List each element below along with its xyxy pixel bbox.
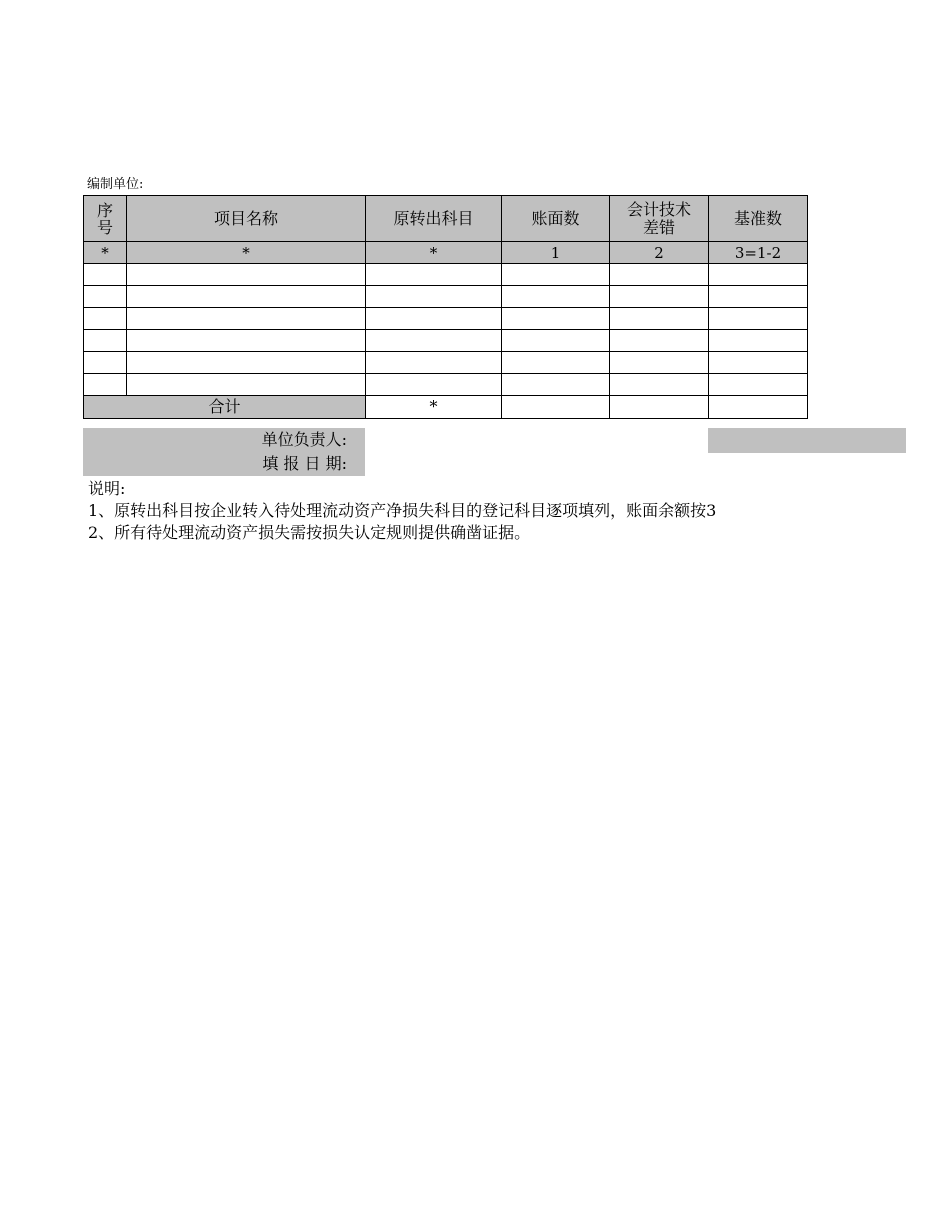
code-cell: *	[84, 242, 127, 264]
cell[interactable]	[84, 264, 127, 286]
header-original-account: 原转出科目	[366, 196, 502, 242]
cell[interactable]	[127, 286, 366, 308]
cell[interactable]	[366, 352, 502, 374]
cell[interactable]	[366, 308, 502, 330]
cell[interactable]	[502, 264, 610, 286]
table-row	[84, 286, 808, 308]
code-cell: 3=1-2	[709, 242, 808, 264]
code-cell: *	[366, 242, 502, 264]
table-row	[84, 330, 808, 352]
cell[interactable]	[709, 374, 808, 396]
cell[interactable]	[610, 352, 709, 374]
leader-label: 单位负责人:	[261, 430, 347, 449]
note-item: 1、原转出科目按企业转入待处理流动资产净损失科目的登记科目逐项填列，账面余额按3	[88, 501, 717, 520]
code-row	[84, 242, 808, 264]
cell[interactable]	[127, 308, 366, 330]
cell[interactable]	[127, 264, 366, 286]
cell[interactable]	[366, 264, 502, 286]
cell[interactable]	[502, 308, 610, 330]
unit-label: 编制单位:	[87, 177, 144, 192]
table-row	[84, 374, 808, 396]
cell[interactable]	[709, 308, 808, 330]
shaded-cell-bar	[708, 428, 906, 453]
cell[interactable]	[84, 286, 127, 308]
header-item-name: 项目名称	[127, 196, 366, 242]
table-row	[84, 352, 808, 374]
header-row	[84, 196, 808, 242]
total-accounting-error[interactable]	[610, 396, 709, 419]
cell[interactable]	[84, 308, 127, 330]
total-base-value[interactable]	[709, 396, 808, 419]
cell[interactable]	[502, 286, 610, 308]
total-row	[84, 396, 808, 419]
total-label: 合计	[84, 396, 366, 419]
cell[interactable]	[502, 330, 610, 352]
cell[interactable]	[709, 286, 808, 308]
notes-title: 说明:	[88, 479, 126, 498]
table-row	[84, 308, 808, 330]
header-base-value: 基准数	[709, 196, 808, 242]
code-cell: *	[127, 242, 366, 264]
cell[interactable]	[84, 330, 127, 352]
cell[interactable]	[127, 374, 366, 396]
cell[interactable]	[366, 286, 502, 308]
code-cell: 2	[610, 242, 709, 264]
cell[interactable]	[709, 264, 808, 286]
cell[interactable]	[127, 330, 366, 352]
cell[interactable]	[366, 330, 502, 352]
cell[interactable]	[84, 352, 127, 374]
cell[interactable]	[610, 264, 709, 286]
cell[interactable]	[502, 352, 610, 374]
header-accounting-error: 会计技术差错	[610, 196, 709, 242]
cell[interactable]	[610, 374, 709, 396]
note-item: 2、所有待处理流动资产损失需按损失认定规则提供确凿证据。	[88, 523, 531, 542]
notes-section	[88, 478, 810, 544]
total-original-account: *	[366, 396, 502, 419]
total-book-value[interactable]	[502, 396, 610, 419]
date-label: 填 报 日 期:	[262, 454, 347, 473]
cell[interactable]	[709, 330, 808, 352]
table-row	[84, 264, 808, 286]
header-seq: 序号	[84, 196, 127, 242]
signature-block	[83, 428, 365, 476]
cell[interactable]	[84, 374, 127, 396]
cell[interactable]	[127, 352, 366, 374]
cell[interactable]	[610, 286, 709, 308]
code-cell: 1	[502, 242, 610, 264]
cell[interactable]	[709, 352, 808, 374]
cell[interactable]	[366, 374, 502, 396]
cell[interactable]	[502, 374, 610, 396]
asset-loss-table	[83, 195, 808, 419]
header-book-value: 账面数	[502, 196, 610, 242]
cell[interactable]	[610, 308, 709, 330]
cell[interactable]	[610, 330, 709, 352]
